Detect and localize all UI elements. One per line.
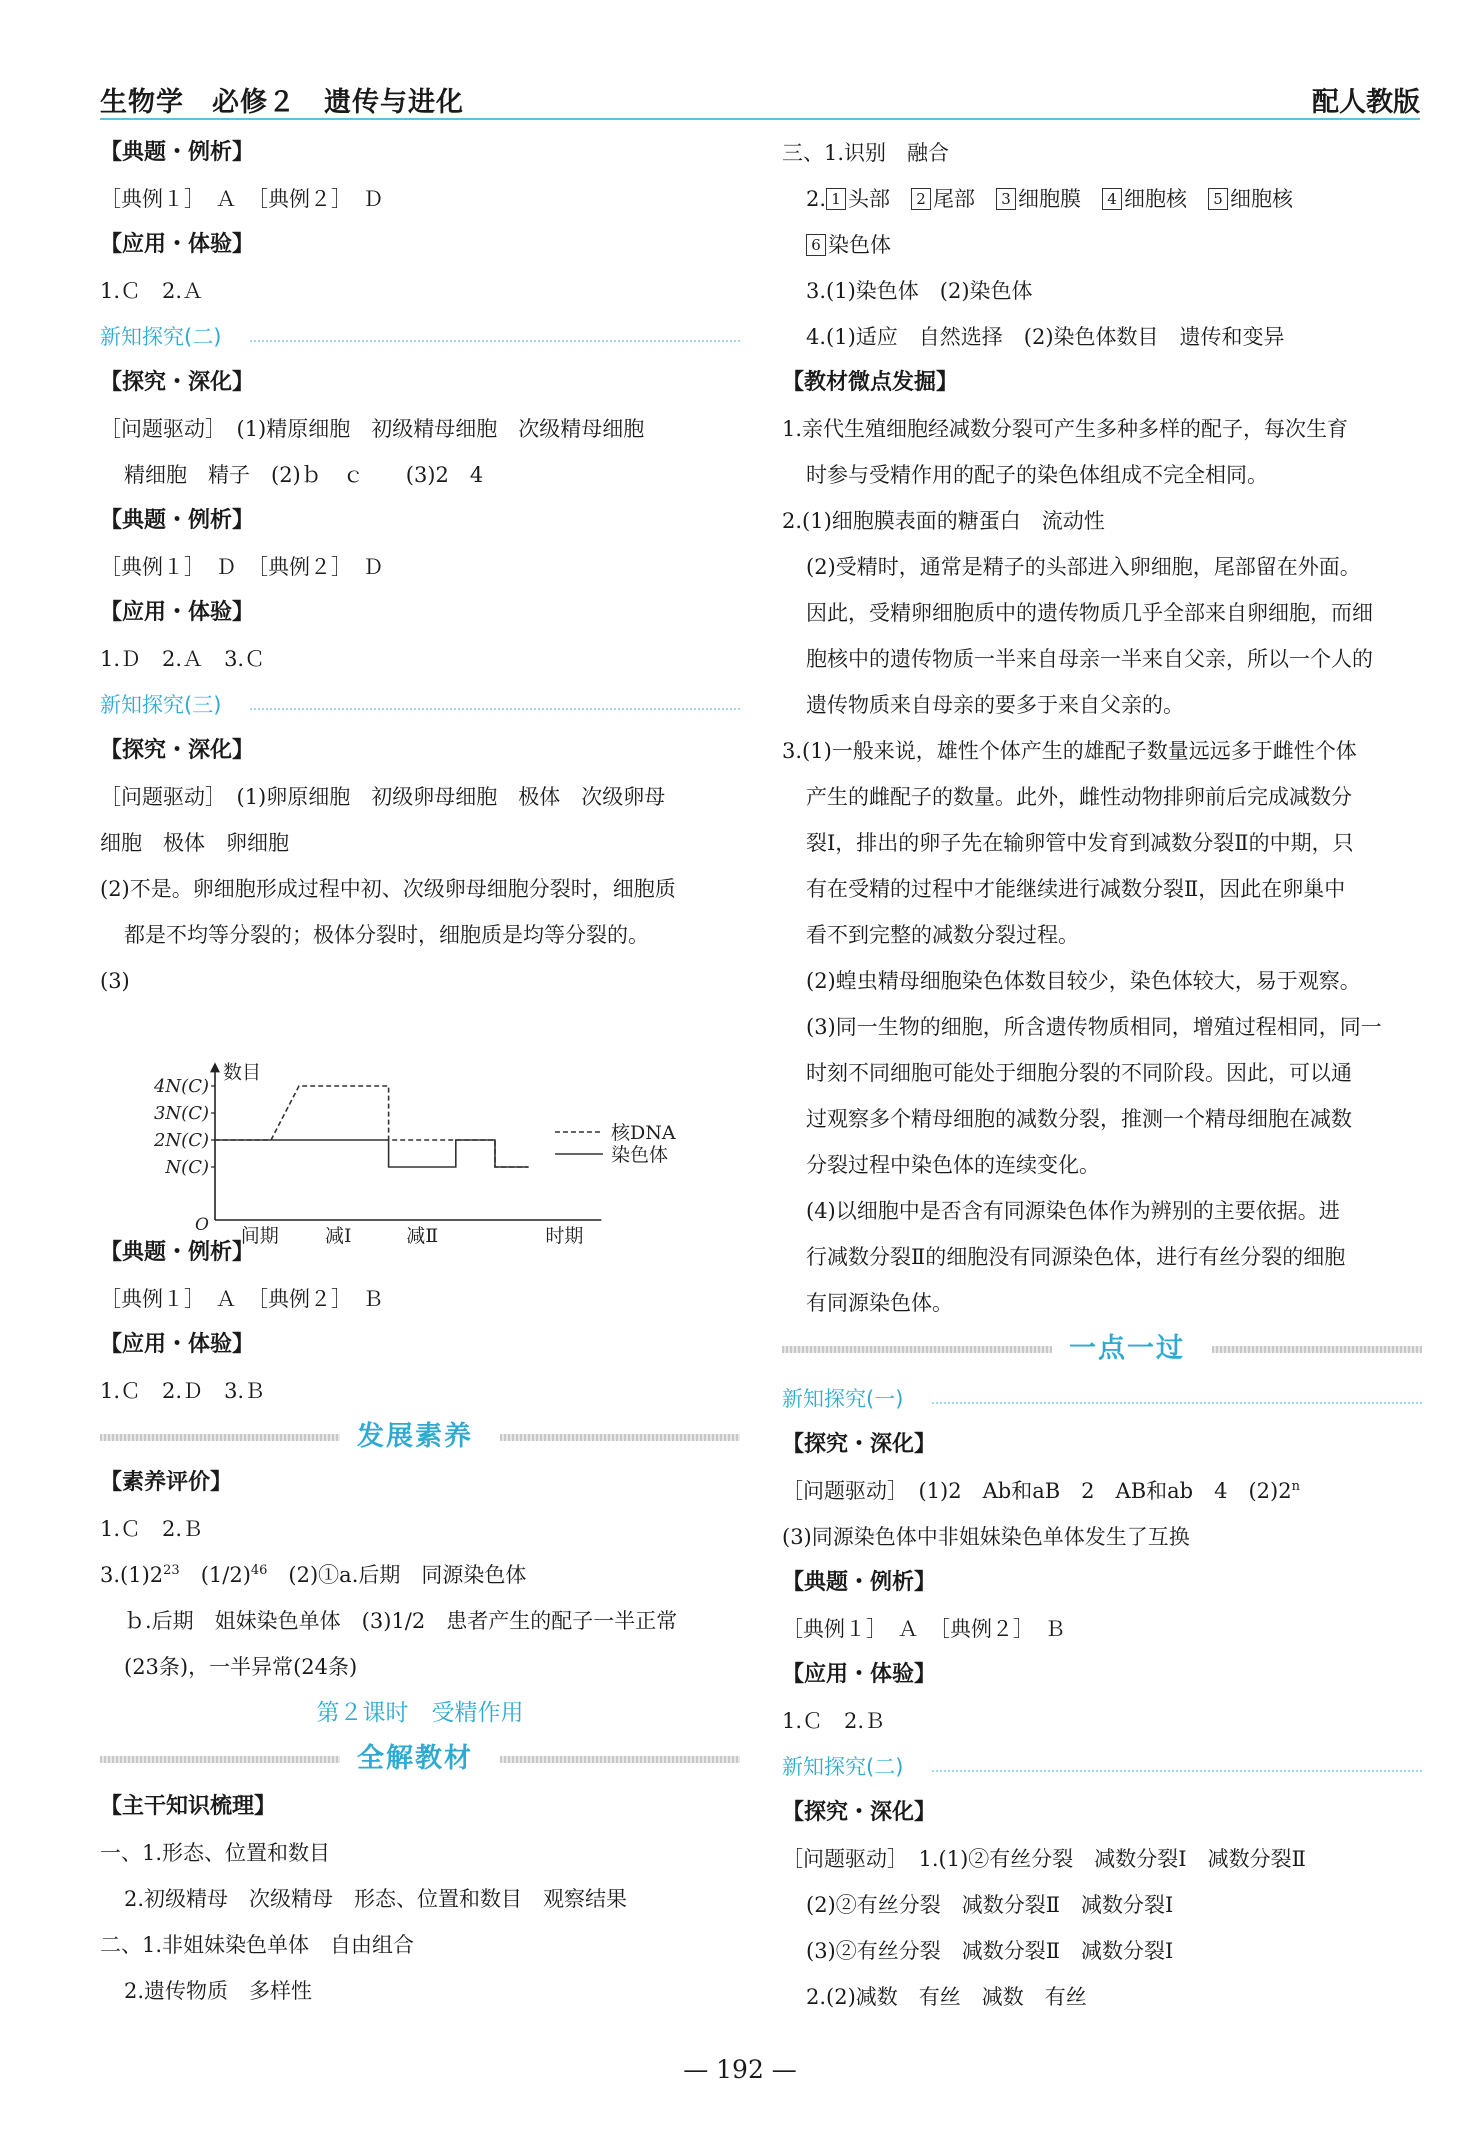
answer-line: 4.(1)适应 自然选择 (2)染色体数目 遗传和变异 [806, 325, 1285, 349]
legend-label: 核DNA [611, 1122, 676, 1144]
section-band [782, 1326, 1422, 1372]
answer-line: ［问题驱动］ 1.(1)②有丝分裂 减数分裂Ⅰ 减数分裂Ⅱ [782, 1847, 1306, 1871]
subsection-title: 新知探究(二) [100, 325, 222, 349]
section-heading: 【素养评价】 [100, 1470, 233, 1495]
dotted-rule [250, 340, 740, 342]
dotted-rule [932, 1402, 1422, 1404]
answer-line: 2. 1 头部 2 尾部 3 细胞膜 4 细胞核 5 细胞核 [806, 187, 1294, 211]
x-tick-label: 减Ⅱ [406, 1225, 439, 1247]
section-heading: 【教材微点发掘】 [782, 370, 959, 395]
answer-line: (2)蝗虫精母细胞染色体数目较少，染色体较大，易于观察。 [806, 969, 1361, 993]
legend-label: 染色体 [611, 1144, 669, 1166]
answer-line: (2)不是。卵细胞形成过程中初、次级卵母细胞分裂时，细胞质 [100, 877, 676, 901]
answer-line: ［问题驱动］ (1)卵原细胞 初级卵母细胞 极体 次级卵母 [100, 785, 666, 809]
structure-label: 细胞膜 [1018, 187, 1082, 211]
x-tick-label: 减Ⅰ [324, 1225, 352, 1247]
answer-line: (3) [100, 969, 130, 993]
answer-line: ［问题驱动］ (1)精原细胞 初级精母细胞 次级精母细胞 [100, 417, 645, 441]
section-heading: 【应用・体验】 [782, 1662, 937, 1687]
x-tick-label: 间期 [240, 1225, 279, 1247]
answer-line: 分裂过程中染色体的连续变化。 [806, 1153, 1100, 1177]
number-box: 4 [1102, 188, 1122, 210]
number-box: 6 [806, 234, 826, 256]
answer-line: 1.Ｃ 2.Ａ [100, 279, 204, 303]
answer-line: ｂ.后期 姐妹染色单体 (3)1/2 患者产生的配子一半正常 [124, 1609, 678, 1633]
y-tick-label: 4N(C) [153, 1076, 209, 1097]
answer-line: 因此，受精卵细胞质中的遗传物质几乎全部来自卵细胞，而细 [806, 601, 1373, 625]
dotted-rule [250, 708, 740, 710]
y-axis-arrow [210, 1062, 220, 1072]
edition-label: 配人教版 [1312, 87, 1420, 118]
section-heading: 【应用・体验】 [100, 1332, 255, 1357]
answer-line: 2.(2)减数 有丝 减数 有丝 [806, 1985, 1087, 2009]
page-number: — 192 — [683, 2055, 797, 2084]
structure-label: 头部 [848, 187, 891, 211]
section-band [100, 1414, 740, 1460]
answer-line: 看不到完整的减数分裂过程。 [806, 923, 1079, 947]
answer-line: ［问题驱动］ (1)2 Ab和aB 2 AB和ab 4 (2)2$^n$ [782, 1479, 1300, 1503]
answer-line: 3.(1)染色体 (2)染色体 [806, 279, 1033, 303]
section-heading: 【应用・体验】 [100, 600, 255, 625]
answer-line: 时刻不同细胞可能处于细胞分裂的不同阶段。因此，可以通 [806, 1061, 1352, 1085]
answer-line: 精细胞 精子 (2)ｂ ｃ (3)2 4 [124, 463, 484, 487]
answer-line: (3)②有丝分裂 减数分裂Ⅱ 减数分裂Ⅰ [806, 1939, 1174, 1963]
answer-line: ［典例１］ Ａ ［典例２］ Ｂ [782, 1617, 1066, 1641]
section-band [100, 1736, 740, 1782]
answer-line: 二、1.非姐妹染色单体 自由组合 [100, 1933, 415, 1957]
number-box: 1 [826, 188, 846, 210]
answer-line: 一、1.形态、位置和数目 [100, 1841, 331, 1865]
answer-line: $3.(1)2^{23}$ $(1/2)^{46}$ (2)①a.后期 同源染色体 [100, 1563, 527, 1587]
answer-line: ［典例１］ Ａ ［典例２］ Ｄ [100, 187, 384, 211]
answer-line: 1.Ｃ 2.Ｂ [782, 1709, 886, 1733]
y-axis-label: 数目 [223, 1061, 262, 1084]
answer-line: 有在受精的过程中才能继续进行减数分裂Ⅱ，因此在卵巢中 [806, 877, 1346, 901]
answer-line: 1.亲代生殖细胞经减数分裂可产生多种多样的配子，每次生育 [782, 417, 1349, 441]
lesson-title: 第２课时 受精作用 [316, 1700, 524, 1726]
y-tick-label: 3N(C) [153, 1103, 209, 1124]
answer-line: 遗传物质来自母亲的要多于来自父亲的。 [806, 693, 1184, 717]
y-tick-label: 2N(C) [153, 1130, 209, 1151]
series-line-chromosome [215, 1140, 529, 1167]
origin-label: O [195, 1215, 209, 1235]
subsection-title: 新知探究(三) [100, 693, 222, 717]
page-header [100, 74, 1420, 120]
subsection-title: 新知探究(一) [782, 1387, 904, 1411]
meiosis-chart [100, 1050, 720, 1247]
answer-line: 1.Ｃ 2.Ｂ [100, 1517, 204, 1541]
answer-line: 行减数分裂Ⅱ的细胞没有同源染色体，进行有丝分裂的细胞 [806, 1245, 1346, 1269]
answer-line: 3.(1)一般来说，雄性个体产生的雄配子数量远远多于雌性个体 [782, 739, 1357, 763]
answer-line: 产生的雌配子的数量。此外，雌性动物排卵前后完成减数分 [806, 785, 1352, 809]
answer-line: 过观察多个精母细胞的减数分裂，推测一个精母细胞在减数 [806, 1107, 1352, 1131]
structure-label: 尾部 [933, 187, 976, 211]
number-box: 5 [1208, 188, 1228, 210]
answer-line: 三、1.识别 融合 [782, 141, 950, 165]
answer-line: 细胞 极体 卵细胞 [100, 831, 289, 855]
structure-label: 细胞核 [1124, 187, 1188, 211]
answer-line: (23条)，一半异常(24条) [124, 1655, 358, 1679]
answer-line: 都是不均等分裂的；极体分裂时，细胞质是均等分裂的。 [124, 923, 649, 947]
book-title: 生物学 必修２ 遗传与进化 [100, 87, 464, 118]
section-heading: 【探究・深化】 [100, 738, 255, 763]
section-heading: 【探究・深化】 [782, 1432, 937, 1457]
answer-line: (2)受精时，通常是精子的头部进入卵细胞，尾部留在外面。 [806, 555, 1361, 579]
structure-label: 细胞核 [1230, 187, 1294, 211]
number-box: 2 [911, 188, 931, 210]
answer-line: (3)同源染色体中非姐妹染色单体发生了互换 [782, 1525, 1190, 1549]
section-heading: 【典题・例析】 [100, 140, 255, 165]
answer-line: 2.遗传物质 多样性 [124, 1979, 313, 2003]
answer-line: (2)②有丝分裂 减数分裂Ⅱ 减数分裂Ⅰ [806, 1893, 1174, 1917]
band-title: 一点一过 [1069, 1333, 1185, 1364]
section-heading: 【探究・深化】 [782, 1800, 937, 1825]
answer-line: 有同源染色体。 [806, 1291, 953, 1315]
answer-line: 2.初级精母 次级精母 形态、位置和数目 观察结果 [124, 1887, 628, 1911]
answer-line: ［典例１］ Ｄ ［典例２］ Ｄ [100, 555, 384, 579]
answer-line: 6 染色体 [806, 222, 891, 268]
answer-line: 裂Ⅰ，排出的卵子先在输卵管中发育到减数分裂Ⅱ的中期，只 [806, 831, 1354, 855]
answer-line: 胞核中的遗传物质一半来自母亲一半来自父亲，所以一个人的 [806, 647, 1373, 671]
number-box: 3 [996, 188, 1016, 210]
answer-line: (3)同一生物的细胞，所含遗传物质相同，增殖过程相同，同一 [806, 1015, 1382, 1039]
subsection-title: 新知探究(二) [782, 1755, 904, 1779]
answer-line: 2.(1)细胞膜表面的糖蛋白 流动性 [782, 509, 1105, 533]
section-heading: 【应用・体验】 [100, 232, 255, 257]
answer-line: 1.Ｃ 2.Ｄ 3.Ｂ [100, 1379, 266, 1403]
dotted-rule [932, 1770, 1422, 1772]
band-title: 发展素养 [357, 1421, 473, 1452]
section-heading: 【典题・例析】 [100, 1240, 255, 1265]
answer-line: ［典例１］ Ａ ［典例２］ Ｂ [100, 1287, 384, 1311]
band-title: 全解教材 [357, 1743, 473, 1774]
answer-line: 1.Ｄ 2.Ａ 3.Ｃ [100, 647, 266, 671]
section-heading: 【典题・例析】 [782, 1570, 937, 1595]
y-tick-label: N(C) [165, 1157, 209, 1178]
x-axis-label: 时期 [545, 1225, 584, 1247]
section-heading: 【探究・深化】 [100, 370, 255, 395]
section-heading: 【主干知识梳理】 [100, 1794, 277, 1819]
section-heading: 【典题・例析】 [100, 508, 255, 533]
answer-line: (4)以细胞中是否含有同源染色体作为辨别的主要依据。进 [806, 1199, 1340, 1223]
answer-line: 时参与受精作用的配子的染色体组成不完全相同。 [806, 463, 1268, 487]
header-rule [100, 118, 1420, 120]
series-line-dna [215, 1086, 529, 1167]
